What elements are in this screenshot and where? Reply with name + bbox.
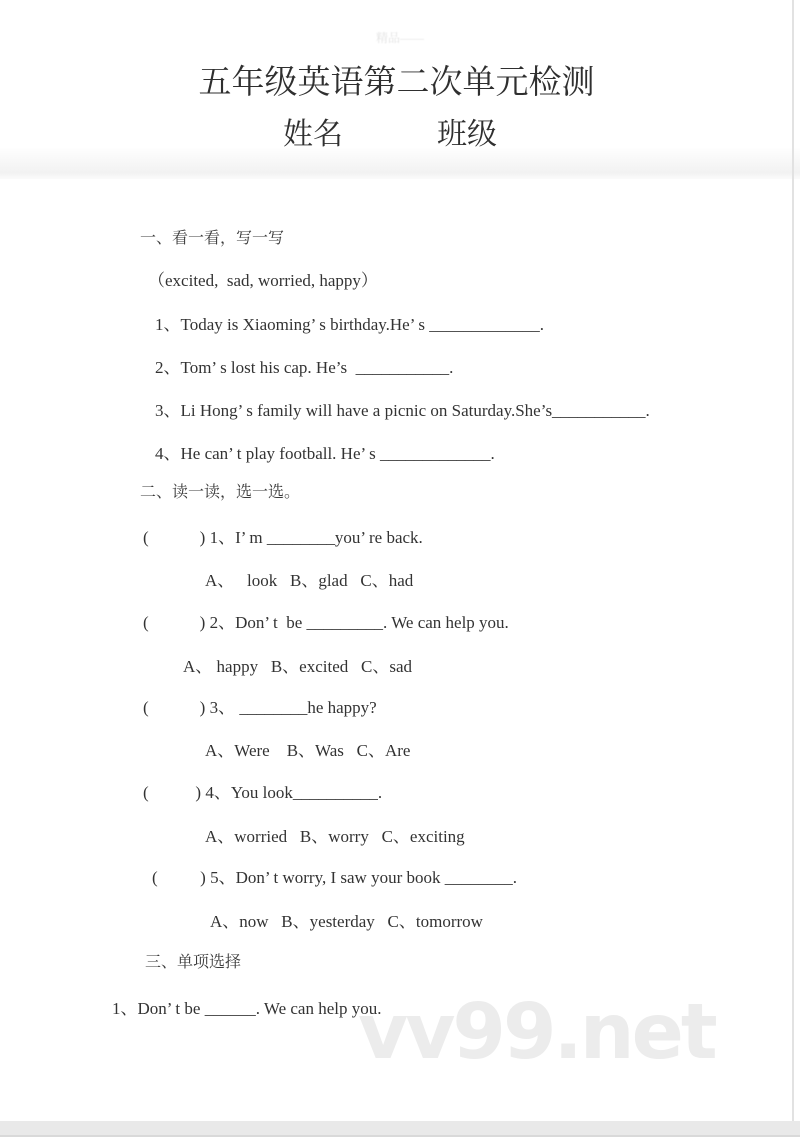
bottom-gray-strip <box>0 1121 800 1137</box>
faint-top-smudge: 精品—— <box>376 31 425 45</box>
mc-question-5-options: A、now B、yesterday C、tomorrow <box>210 912 483 931</box>
site-watermark: vv99.net <box>358 988 715 1077</box>
fill-blank-item-3: 3、Li Hong’ s family will have a picnic on Saturday.She’s___________. <box>155 401 650 420</box>
mc-question-4-stem: ( ) 4、You look__________. <box>143 783 383 802</box>
section-two-heading: 二、读一读，选一选。 <box>140 484 301 501</box>
page-right-edge-line <box>792 0 794 1121</box>
page-title: 五年级英语第二次单元检测 <box>198 65 595 101</box>
section-three-heading: 三、单项选择 <box>145 954 242 971</box>
mc-question-5-stem: ( ) 5、Don’ t worry, I saw your book ________. <box>152 868 517 887</box>
section-three-item-1: 1、Don’ t be ______. We can help you. <box>112 999 382 1018</box>
mc-question-4-options: A、worried B、worry C、exciting <box>205 827 465 846</box>
section-one-heading: 一、看一看，写一写 <box>140 230 285 247</box>
mc-question-1-options: A、 look B、glad C、had <box>205 571 414 590</box>
mc-question-2-options: A、 happy B、excited C、sad <box>183 657 412 676</box>
word-bank: （excited, sad, worried, happy） <box>148 271 378 290</box>
mc-question-1-stem: ( ) 1、I’ m ________you’ re back. <box>143 528 423 547</box>
mc-question-3-options: A、Were B、Was C、Are <box>205 741 411 760</box>
name-label: 姓名 <box>283 118 343 151</box>
mc-question-2-stem: ( ) 2、Don’ t be _________. We can help you. <box>143 613 509 632</box>
fill-blank-item-1: 1、Today is Xiaoming’ s birthday.He’ s _____________. <box>155 315 544 334</box>
mc-question-3-stem: ( ) 3、 ________he happy? <box>143 698 377 717</box>
fill-blank-item-4: 4、He can’ t play football. He’ s _____________. <box>155 444 495 463</box>
scan-seam-band <box>0 148 800 179</box>
class-label: 班级 <box>437 118 497 151</box>
fill-blank-item-2: 2、Tom’ s lost his cap. He’s ___________. <box>155 358 454 377</box>
